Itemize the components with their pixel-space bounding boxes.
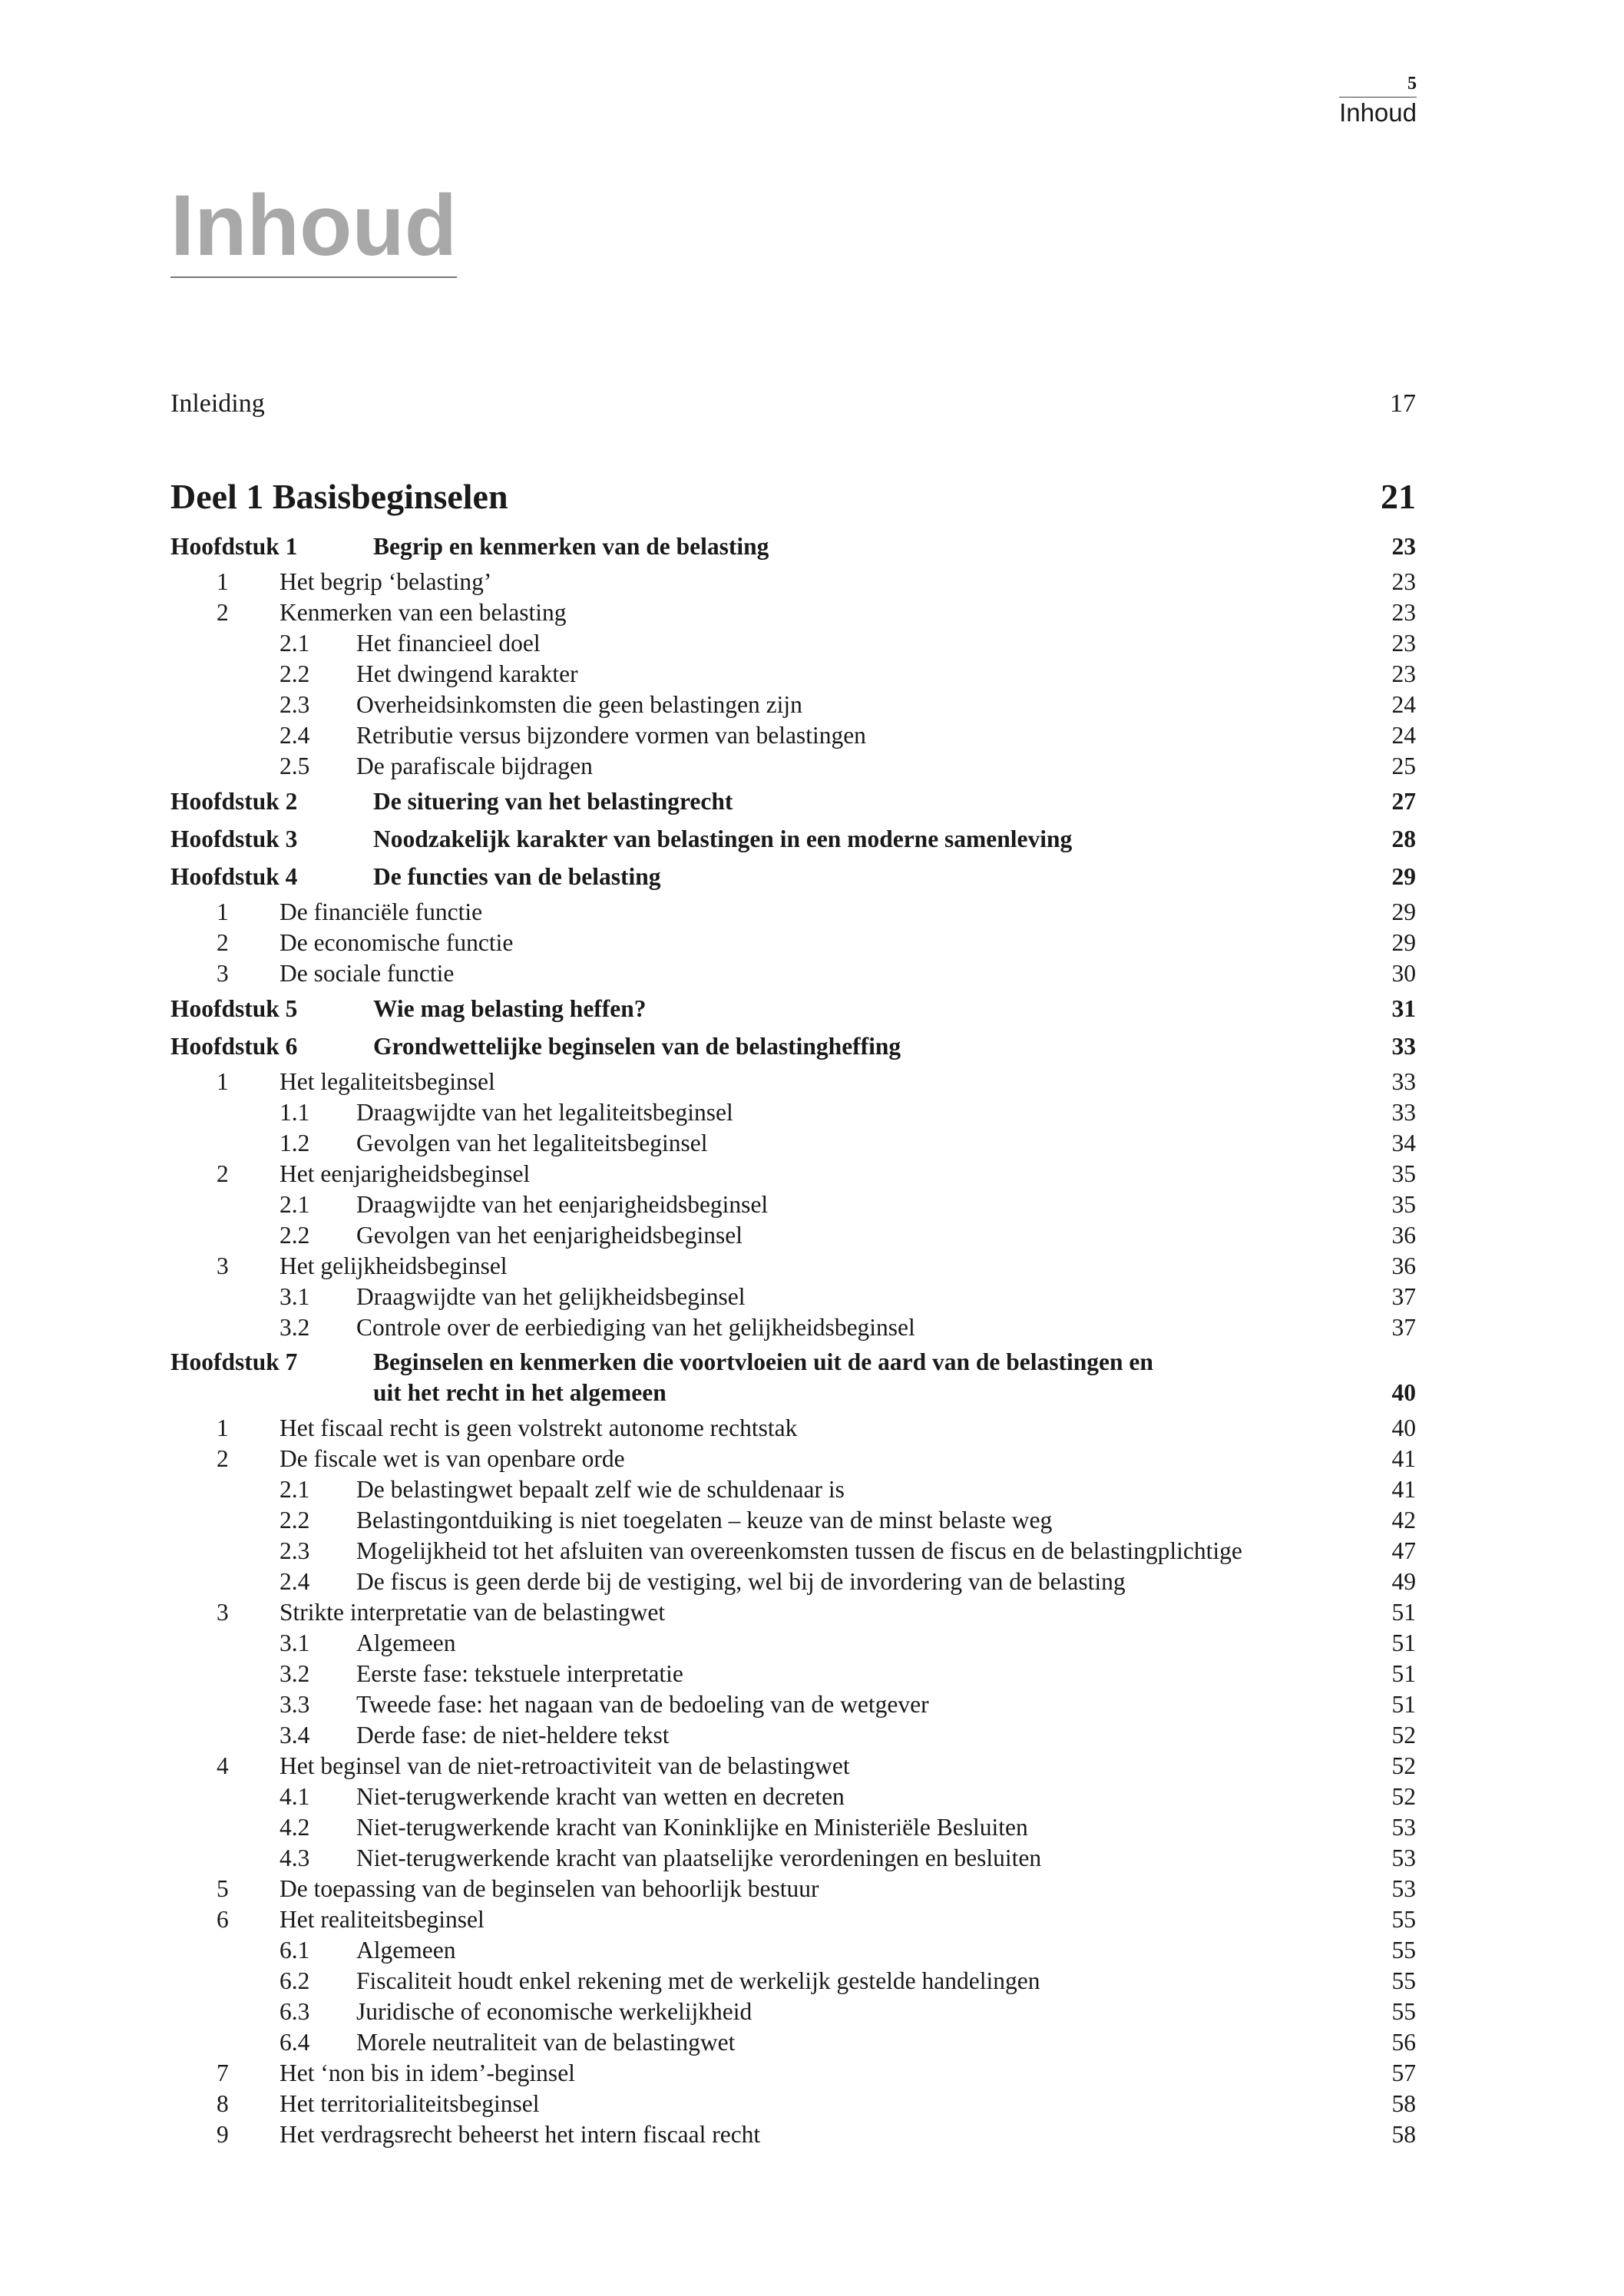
toc-entry-title: uit het recht in het algemeen — [373, 1379, 666, 1406]
toc-entry-number: 7 — [217, 2059, 229, 2086]
toc-chapter-label: Hoofdstuk 4 — [170, 863, 298, 890]
toc-chapter-label: Hoofdstuk 3 — [170, 825, 298, 852]
toc-entry-number: 1 — [217, 1414, 229, 1441]
toc-entry-title: Controle over de eerbiediging van het gelijkheidsbeginsel — [356, 1314, 915, 1341]
toc-sub-entry[interactable] — [170, 628, 1416, 659]
toc-entry-number: 1 — [217, 568, 229, 595]
toc-entry-page: 40 — [1391, 1379, 1416, 1406]
toc-entry-title: De belastingwet bepaalt zelf wie de schuldenaar is — [356, 1476, 845, 1503]
toc-entry-page: 52 — [1391, 1783, 1416, 1810]
toc-entry-title: Noodzakelijk karakter van belastingen in een moderne samenleving — [373, 825, 1073, 852]
toc-section-entry[interactable] — [170, 2058, 1416, 2089]
toc-entry-page: 55 — [1391, 1937, 1416, 1964]
toc-entry-page: 33 — [1391, 1033, 1416, 1060]
toc-entry-title: Strikte interpretatie van de belastingwet — [279, 1599, 666, 1626]
toc-entry-page: 25 — [1391, 753, 1416, 779]
toc-section-entry[interactable] — [170, 1251, 1416, 1282]
toc-part-label: Deel 1 Basisbeginselen — [170, 477, 508, 516]
toc-entry-title: Gevolgen van het legaliteitsbeginsel — [356, 1130, 708, 1156]
toc-entry-number: 2 — [217, 599, 229, 626]
toc-entry-number: 5 — [217, 1875, 229, 1902]
toc-entry-title: Het fiscaal recht is geen volstrekt autonome rechtstak — [279, 1414, 798, 1441]
toc-entry-title: Juridische of economische werkelijkheid — [356, 1998, 752, 2025]
toc-sub-entry[interactable] — [170, 1628, 1416, 1659]
toc-entry-number: 2.2 — [279, 1222, 310, 1249]
toc-intro-entry[interactable] — [170, 389, 1416, 419]
toc-part-entry[interactable] — [170, 478, 1416, 516]
toc-sub-entry[interactable] — [170, 751, 1416, 782]
toc-entry-page: 58 — [1391, 2121, 1416, 2148]
toc-entry-page: 33 — [1391, 1068, 1416, 1095]
toc-chapter-entry[interactable] — [170, 824, 1416, 855]
toc-sub-entry[interactable] — [170, 690, 1416, 720]
toc-entry-page: 23 — [1391, 599, 1416, 626]
toc-entry-page: 52 — [1391, 1752, 1416, 1779]
toc-entry-title: Het ‘non bis in idem’-beginsel — [279, 2059, 575, 2086]
toc-part-page: 21 — [1381, 477, 1416, 516]
toc-entry-number: 6.1 — [279, 1937, 310, 1964]
toc-entry-number: 3.2 — [279, 1660, 310, 1687]
toc-entry-number: 1 — [217, 1068, 229, 1095]
toc-entry-title: De sociale functie — [279, 960, 455, 987]
toc-entry-number: 3.1 — [279, 1283, 310, 1310]
toc-sub-entry[interactable] — [170, 1782, 1416, 1812]
toc-entry-number: 2 — [217, 1445, 229, 1472]
toc-entry-number: 2.5 — [279, 753, 310, 779]
toc-entry-title: Eerste fase: tekstuele interpretatie — [356, 1660, 683, 1687]
toc-entry-number: 2.1 — [279, 1191, 310, 1218]
toc-entry-title: De financiële functie — [279, 898, 483, 925]
toc-section-entry[interactable] — [170, 1444, 1416, 1474]
toc-entry-title: Het beginsel van de niet-retroactiviteit van de belastingwet — [279, 1752, 850, 1779]
toc-sub-entry[interactable] — [170, 1097, 1416, 1128]
toc-entry-page: 42 — [1391, 1507, 1416, 1533]
toc-entry-number: 2.4 — [279, 1568, 310, 1595]
page-title: Inhoud — [170, 178, 457, 278]
toc-entry-title: Het verdragsrecht beheerst het intern fiscaal recht — [279, 2121, 761, 2148]
toc-entry-title: Tweede fase: het nagaan van de bedoeling van de wetgever — [356, 1691, 929, 1718]
toc-entry-number: 3 — [217, 1599, 229, 1626]
toc-entry-title: Gevolgen van het eenjarigheidsbeginsel — [356, 1222, 743, 1249]
toc-sub-entry[interactable] — [170, 659, 1416, 690]
toc-entry-page: 23 — [1391, 660, 1416, 687]
toc-entry-number: 3.1 — [279, 1629, 310, 1656]
toc-entry-number: 4 — [217, 1752, 229, 1779]
toc-entry-page: 29 — [1391, 929, 1416, 956]
toc-chapter-label: Hoofdstuk 1 — [170, 533, 298, 560]
toc-entry-page: 58 — [1391, 2090, 1416, 2117]
toc-entry-page: 30 — [1391, 960, 1416, 987]
toc-entry-page: 37 — [1391, 1283, 1416, 1310]
toc-entry-page: 56 — [1391, 2029, 1416, 2056]
toc-entry-title: Het begrip ‘belasting’ — [279, 568, 492, 595]
toc-entry-number: 3 — [217, 960, 229, 987]
toc-sub-entry[interactable] — [170, 1282, 1416, 1312]
toc-entry-page: 23 — [1391, 630, 1416, 657]
toc-entry-number: 6 — [217, 1906, 229, 1933]
toc-entry-number: 1 — [217, 898, 229, 925]
toc-sub-entry[interactable] — [170, 1812, 1416, 1843]
toc-entry-page: 41 — [1391, 1445, 1416, 1472]
toc-entry-page: 29 — [1391, 898, 1416, 925]
toc-section-entry[interactable] — [170, 1067, 1416, 1097]
toc-entry-title: Algemeen — [356, 1937, 456, 1964]
toc-entry-title: De toepassing van de beginselen van behoorlijk bestuur — [279, 1875, 819, 1902]
toc-entry-page: 29 — [1391, 863, 1416, 890]
toc-section-entry[interactable] — [170, 958, 1416, 989]
toc-entry-page: 36 — [1391, 1222, 1416, 1249]
toc-entry-number: 3.3 — [279, 1691, 310, 1718]
toc-entry-title: De fiscus is geen derde bij de vestiging, wel bij de invordering van de belasting — [356, 1568, 1126, 1595]
toc-sub-entry[interactable] — [170, 720, 1416, 751]
toc-entry-page: 24 — [1391, 691, 1416, 718]
toc-entry-title: Draagwijdte van het legaliteitsbeginsel — [356, 1099, 733, 1126]
toc-entry-number: 4.1 — [279, 1783, 310, 1810]
toc-section-entry[interactable] — [170, 1413, 1416, 1444]
toc-entry-number: 2.3 — [279, 1537, 310, 1564]
toc-entry-number: 2 — [217, 1160, 229, 1187]
toc-entry-page: 53 — [1391, 1844, 1416, 1871]
toc-chapter-entry[interactable] — [170, 1031, 1416, 1062]
toc-entry-page: 57 — [1391, 2059, 1416, 2086]
toc-entry-title: Overheidsinkomsten die geen belastingen zijn — [356, 691, 802, 718]
toc-entry-title: Beginselen en kenmerken die voortvloeien uit de aard van de belastingen en — [373, 1348, 1153, 1375]
toc-chapter-label: Hoofdstuk 5 — [170, 995, 298, 1022]
toc-entry-number: 4.2 — [279, 1814, 310, 1841]
toc-entry-title: De economische functie — [279, 929, 514, 956]
toc-chapter-entry[interactable] — [170, 1378, 1416, 1408]
toc-sub-entry[interactable] — [170, 1128, 1416, 1159]
toc-entry-title: Het legaliteitsbeginsel — [279, 1068, 495, 1095]
toc-sub-entry[interactable] — [170, 1843, 1416, 1874]
toc-entry-page: 52 — [1391, 1722, 1416, 1748]
toc-entry-title: Derde fase: de niet-heldere tekst — [356, 1722, 670, 1748]
toc-entry-title: Morele neutraliteit van de belastingwet — [356, 2029, 736, 2056]
toc-entry-title: Mogelijkheid tot het afsluiten van overeenkomsten tussen de fiscus en de belastingplichtige — [356, 1537, 1242, 1564]
toc-entry-page: 55 — [1391, 1906, 1416, 1933]
toc-chapter-entry[interactable] — [170, 531, 1416, 562]
toc-section-entry[interactable] — [170, 1874, 1416, 1904]
toc-sub-entry[interactable] — [170, 1966, 1416, 1997]
toc-entry-title: Het gelijkheidsbeginsel — [279, 1252, 508, 1279]
toc-entry-page: 55 — [1391, 1967, 1416, 1994]
toc-entry-number: 2.2 — [279, 660, 310, 687]
toc-entry-title: De fiscale wet is van openbare orde — [279, 1445, 625, 1472]
toc-entry-number: 2.1 — [279, 1476, 310, 1503]
toc-entry-page: 49 — [1391, 1568, 1416, 1595]
toc-entry-title: De parafiscale bijdragen — [356, 753, 593, 779]
toc-entry-number: 8 — [217, 2090, 229, 2117]
toc-chapter-entry[interactable] — [170, 994, 1416, 1024]
toc-entry-number: 1.2 — [279, 1130, 310, 1156]
toc-entry-page: 47 — [1391, 1537, 1416, 1564]
toc-entry-page: 51 — [1391, 1691, 1416, 1718]
toc-sub-entry[interactable] — [170, 1189, 1416, 1220]
toc-entry-title: Grondwettelijke beginselen van de belastingheffing — [373, 1033, 901, 1060]
toc-entry-title: De situering van het belastingrecht — [373, 788, 733, 815]
toc-chapter-entry[interactable] — [170, 786, 1416, 817]
toc-entry-page: 53 — [1391, 1875, 1416, 1902]
toc-section-entry[interactable] — [170, 1597, 1416, 1628]
toc-chapter-entry[interactable] — [170, 862, 1416, 892]
toc-entry-page: 55 — [1391, 1998, 1416, 2025]
toc-sub-entry[interactable] — [170, 1536, 1416, 1567]
toc-entry-title: Belastingontduiking is niet toegelaten – keuze van de minst belaste weg — [356, 1507, 1053, 1533]
toc-section-entry[interactable] — [170, 567, 1416, 597]
toc-entry-page: 33 — [1391, 1099, 1416, 1126]
toc-section-entry[interactable] — [170, 1159, 1416, 1189]
toc-entry-page: 41 — [1391, 1476, 1416, 1503]
toc-section-entry[interactable] — [170, 1751, 1416, 1782]
toc-entry-page: 31 — [1391, 995, 1416, 1022]
toc-sub-entry[interactable] — [170, 1659, 1416, 1689]
toc-entry-title: Het financieel doel — [356, 630, 541, 657]
toc-sub-entry[interactable] — [170, 1720, 1416, 1751]
toc-entry-page: 35 — [1391, 1191, 1416, 1218]
toc-sub-entry[interactable] — [170, 1689, 1416, 1720]
toc-entry-page: 51 — [1391, 1660, 1416, 1687]
toc-entry-title: Retributie versus bijzondere vormen van belastingen — [356, 722, 866, 749]
toc-section-entry[interactable] — [170, 1904, 1416, 1935]
page-number: 5 — [1339, 74, 1417, 98]
toc-entry-title: Niet-terugwerkende kracht van plaatselijke verordeningen en besluiten — [356, 1844, 1042, 1871]
toc-sub-entry[interactable] — [170, 1220, 1416, 1251]
toc-chapter-label: Hoofdstuk 7 — [170, 1348, 298, 1375]
toc-section-entry[interactable] — [170, 2119, 1416, 2150]
toc-entry-page: 40 — [1391, 1414, 1416, 1441]
toc-entry-title: Draagwijdte van het eenjarigheidsbeginsel — [356, 1191, 769, 1218]
toc-entry-page: 28 — [1391, 825, 1416, 852]
toc-sub-entry[interactable] — [170, 1935, 1416, 1966]
toc-entry-title: Het dwingend karakter — [356, 660, 578, 687]
toc-entry-number: 2.2 — [279, 1507, 310, 1533]
toc-entry-number: 4.3 — [279, 1844, 310, 1871]
toc-entry-page: 51 — [1391, 1599, 1416, 1626]
toc-section-entry[interactable] — [170, 2089, 1416, 2119]
toc-intro-title: Inleiding — [170, 389, 265, 418]
toc-section-entry[interactable] — [170, 897, 1416, 928]
toc-entry-title: Draagwijdte van het gelijkheidsbeginsel — [356, 1283, 746, 1310]
toc-entry-title: Niet-terugwerkende kracht van wetten en decreten — [356, 1783, 845, 1810]
toc-sub-entry[interactable] — [170, 2027, 1416, 2058]
toc-entry-number: 2 — [217, 929, 229, 956]
toc-section-entry[interactable] — [170, 597, 1416, 628]
toc-entry-page: 24 — [1391, 722, 1416, 749]
toc-entry-number: 6.2 — [279, 1967, 310, 1994]
toc-entry-page: 37 — [1391, 1314, 1416, 1341]
toc-entry-page: 23 — [1391, 533, 1416, 560]
toc-entry-page: 35 — [1391, 1160, 1416, 1187]
toc-entry-title: Het territorialiteitsbeginsel — [279, 2090, 540, 2117]
toc-entry-number: 3 — [217, 1252, 229, 1279]
toc-entry-number: 9 — [217, 2121, 229, 2148]
toc-entry-number: 2.3 — [279, 691, 310, 718]
running-head: Inhoud — [1339, 98, 1417, 127]
toc-entry-number: 3.2 — [279, 1314, 310, 1341]
toc-entry-number: 6.4 — [279, 2029, 310, 2056]
toc-entry-title: Kenmerken van een belasting — [279, 599, 567, 626]
toc-sub-entry[interactable] — [170, 1312, 1416, 1343]
toc-entry-page: 34 — [1391, 1130, 1416, 1156]
toc-entry-number: 3.4 — [279, 1722, 310, 1748]
toc-sub-entry[interactable] — [170, 1474, 1416, 1505]
toc-entry-page: 27 — [1391, 788, 1416, 815]
toc-section-entry[interactable] — [170, 928, 1416, 958]
toc-sub-entry[interactable] — [170, 1505, 1416, 1536]
toc-chapter-label: Hoofdstuk 6 — [170, 1033, 298, 1060]
toc-entry-title: Fiscaliteit houdt enkel rekening met de werkelijk gestelde handelingen — [356, 1967, 1040, 1994]
toc-entry-title: Het eenjarigheidsbeginsel — [279, 1160, 531, 1187]
toc-sub-entry[interactable] — [170, 1567, 1416, 1597]
toc-chapter-entry[interactable] — [170, 1347, 1416, 1378]
toc-entry-title: Begrip en kenmerken van de belasting — [373, 533, 769, 560]
toc-entry-page: 23 — [1391, 568, 1416, 595]
toc-entry-page: 36 — [1391, 1252, 1416, 1279]
toc-entry-number: 1.1 — [279, 1099, 310, 1126]
toc-entry-title: Het realiteitsbeginsel — [279, 1906, 485, 1933]
toc-entry-title: Wie mag belasting heffen? — [373, 995, 647, 1022]
toc-entry-title: Algemeen — [356, 1629, 456, 1656]
toc-entry-number: 2.1 — [279, 630, 310, 657]
toc-sub-entry[interactable] — [170, 1997, 1416, 2027]
toc-entry-number: 2.4 — [279, 722, 310, 749]
toc-entry-title: Niet-terugwerkende kracht van Koninklijke en Ministeriële Besluiten — [356, 1814, 1028, 1841]
toc-chapter-label: Hoofdstuk 2 — [170, 788, 298, 815]
toc-entry-number: 6.3 — [279, 1998, 310, 2025]
toc-entry-page: 53 — [1391, 1814, 1416, 1841]
toc-entry-title: De functies van de belasting — [373, 863, 661, 890]
toc-intro-page: 17 — [1390, 389, 1416, 418]
toc-entry-page: 51 — [1391, 1629, 1416, 1656]
